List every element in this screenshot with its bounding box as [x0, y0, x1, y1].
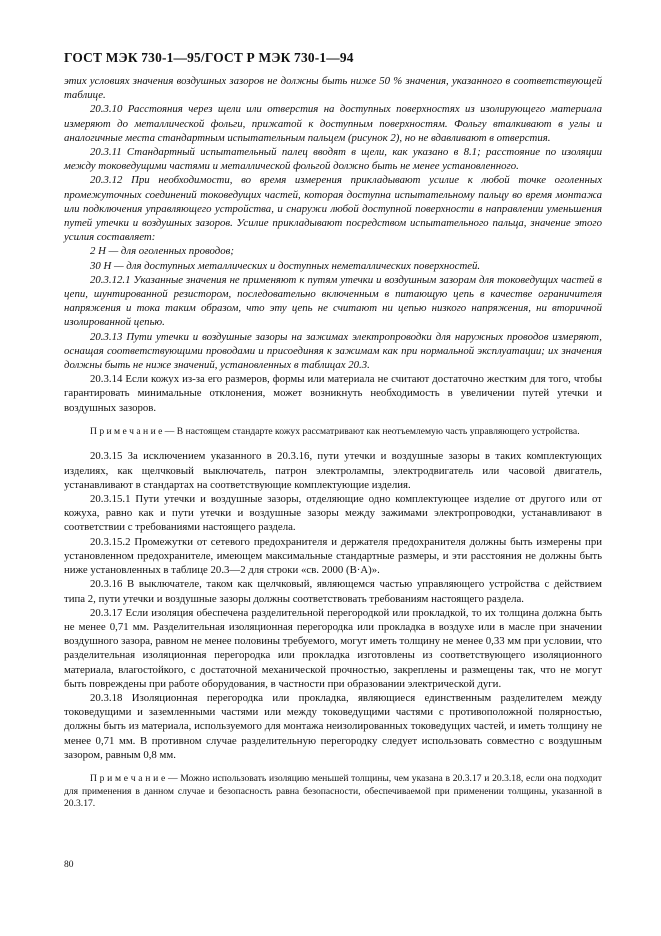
note-text: — Можно использовать изоляцию меньшей толщины, чем указана в 20.3.17 и 20.3.18, если она подходит для применения в данном случае и безопасность равна безопасности, обеспечиваемой при применении толщины, указанной в 20.3.17.: [64, 772, 602, 810]
paragraph-20-3-17: 20.3.17 Если изоляция обеспечена разделительной перегородкой или прокладкой, то их толщина должна быть не менее 0,71 мм. Разделительная изоляционная перегородка или прокладка в воздухе или в масле при значении воздушного зазора, равном не менее половины требуемого, могут иметь толщину не менее 0,33 мм при условии, что разделительная изоляционная перегородка или прокладка изготовлены из соответствующего изоляционного материала, влагостойкого, с достаточной механической прочностью, закреплены и размещены так, что не могут быть повреждены при работе оборудования, в частности при образовании электрической дуги.: [64, 606, 602, 690]
note-label: П р и м е ч а н и е: [90, 772, 166, 784]
paragraph-20-3-10: 20.3.10 Расстояния через щели или отверстия на доступных поверхностях из изолирующего материала измеряют до металлической фольги, прижатой к доступным поверхностям. Фольгу вталкивают в углы и аналогичные места стандартным испытательным пальцем (рисунок 2), но не вдавливают в отверстия.: [64, 103, 602, 144]
paragraph-20-3-14: 20.3.14 Если кожух из-за его размеров, формы или материала не считают достаточно жестким для того, чтобы гарантировать минимальные отклонения, может возникнуть необходимость в увеличении путей утечки и воздушных зазоров.: [64, 373, 602, 414]
paragraph-20-3-15-1: 20.3.15.1 Пути утечки и воздушные зазоры, отделяющие одно комплектующее изделие от другого или от кожуха, равно как и пути утечки и воздушные зазоры между зажимами электропроводки, устанавливают в соответствии с требованиями настоящего раздела.: [64, 493, 602, 534]
paragraph-20-3-15-2: 20.3.15.2 Промежутки от сетевого предохранителя и держателя предохранителя должны быть измерены при установленном предохранителе, имеющем максимальные стандартные размеры, и эти расстояния не должны быть ниже установленных в таблице 20.3—2 для строки «св. 2000 (В·А)».: [64, 535, 602, 577]
note-1: [64, 426, 602, 439]
paragraph-20-3-16: 20.3.16 В выключателе, таком как щелчковый, являющемся частью управляющего устройства с действием типа 2, пути утечки и воздушные зазоры должны соответствовать требованиям настоящего раздела.: [64, 578, 602, 605]
paragraph-20-3-11: 20.3.11 Стандартный испытательный палец вводят в щели, как указано в 8.1; расстояние по изоляции между токоведущими частями и металлической фольгой должно быть не менее установленного.: [64, 146, 602, 173]
page-header: ГОСТ МЭК 730-1—95/ГОСТ Р МЭК 730-1—94: [64, 50, 354, 65]
paragraph-20-3-12: 20.3.12 При необходимости, во время измерения прикладывают усилие к любой точке оголенных промежуточных соединений токоведущих частей, которая доступна испытательному пальцу во время монтажа или подключения управляющего устройства, и снаружи любой доступной поверхности в направлении уменьшения путей утечки и воздушных зазоров. Усилие прикладывают посредством испытательного пальца, значение этого усилия составляет:: [64, 174, 602, 244]
force-value-wires: 2 Н — для оголенных проводов;: [90, 245, 234, 258]
paragraph: этих условиях значения воздушных зазоров не должны быть ниже 50 % значения, указанного в соответствующей таблице.: [64, 75, 602, 102]
force-value-surfaces: 30 Н — для доступных металлических и доступных неметаллических поверхностей.: [90, 259, 481, 272]
note-text: — В настоящем стандарте кожух рассматривают как неотъемлемую часть управляющего устройства.: [162, 425, 580, 437]
note-label: П р и м е ч а н и е: [90, 425, 163, 437]
paragraph-20-3-13: 20.3.13 Пути утечки и воздушные зазоры на зажимах электропроводки для наружных проводов измеряют, оснащая соответствующими проводами и присоединяя к зажимам как при нормальной эксплуатации; их значения должны быть не ниже значений, установленных в таблицах 20.3.: [64, 330, 602, 372]
paragraph-20-3-12-1: 20.3.12.1 Указанные значения не применяют к путям утечки и воздушным зазорам для токоведущих частей в цепи, шунтированной резистором, последовательно включенным в питающую цепь в качестве ограничителя напряжения и тока таким образом, что эту цепь не считают ни цепью низкого напряжения, ни вторичной изолированной цепью.: [64, 273, 602, 329]
paragraph-20-3-18: 20.3.18 Изоляционная перегородка или прокладка, являющиеся единственным разделителем между токоведущими и заземленными частями или между токоведущими частями с противоположной полярностью, должны быть из материала, используемого для монтажа неизолированных токоведущих частей, и иметь толщину не менее 0,71 мм. В противном случае разделительную перегородку следует использовать совместно с воздушным зазором, равным 0,8 мм.: [64, 691, 602, 761]
note-2: [64, 773, 602, 811]
document-body: [64, 74, 602, 811]
paragraph-20-3-15: 20.3.15 За исключением указанного в 20.3.16, пути утечки и воздушные зазоры в таких комплектующих изделиях, как щелчковый выключатель, патрон электролампы, электродвигатель или часовой двигатель, устанавливают в стандартах на соответствующие комплектующие изделия.: [64, 450, 602, 491]
page-number: 80: [64, 860, 74, 870]
